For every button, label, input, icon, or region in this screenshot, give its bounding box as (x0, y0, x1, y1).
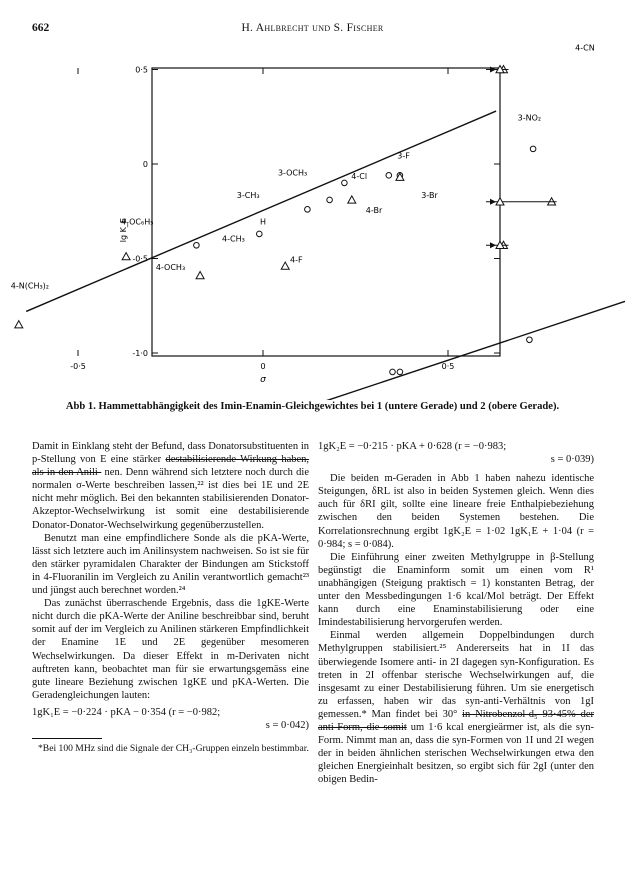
substituent-label: 3-F (397, 151, 410, 161)
left-p2: Benutzt man eine empfindlichere Sonde als die pKA-Werte, lässt sich letztere auch im Anilinsystem nachweisen. So ist sie für den stärker pyramidalen Charakter der Bindungen am Stickstoff in 4-Fluoranilin im Vergleich zu Anilin verantwortlich gemacht²³ und jüngst auch berechnet worden.²⁴ (32, 532, 309, 597)
circle-marker (305, 207, 311, 213)
equation-1 (32, 706, 309, 732)
plot-frame (152, 68, 500, 356)
y-tick-label: -1·0 (132, 349, 148, 358)
regression-line-1 (26, 111, 496, 311)
substituent-label: 4-F (290, 255, 303, 265)
circle-marker (194, 242, 200, 248)
x-tick-label: 0 (260, 362, 266, 371)
substituent-label: H (259, 217, 267, 227)
x-tick-label: -0·5 (70, 362, 86, 371)
hammett-plot (0, 0, 625, 400)
circle-marker (527, 337, 533, 343)
substituent-label: 4-CH₃ (222, 234, 245, 244)
x-tick-label: 0·5 (441, 362, 455, 371)
y-tick-label: 0·5 (135, 65, 148, 75)
left-p1: Damit in Einklang steht der Befund, dass Donatorsubstituenten in p-Stellung von E eine stärker (32, 441, 309, 466)
substituent-label: 3-OCH₃ (277, 168, 308, 178)
triangle-marker (196, 272, 204, 279)
arrow-head (490, 199, 496, 205)
running-title: H. Ahlbrecht und S. Fischer (241, 22, 384, 34)
y-tick-label: 0 (142, 160, 148, 169)
regression-lines (26, 111, 625, 400)
data-markers (15, 0, 557, 400)
right-p3-rest: um 1·6 kcal energieärmer ist, als die syn-Form. Nimmt man an, dass die syn-Formen von 1I und 2I wegen der in beiden ähnlichen sterischen Wechselwirkungen etwa den gleichen Energieinhalt besitzen, so ergibt sich für 2gI (unter den obigen Bedin- (318, 721, 594, 786)
substituent-label: 4-OC₆H₅ (120, 217, 154, 227)
left-p1-rest: nen. Denn während sich letztere noch durch die normalen σ-Werte beschreiben lassen,²² ist dies bei 1E und 2E nicht mehr möglich. Bei den bekannten stabilisierenden Donator-Akzeptor-Wechselwirkung ist somit eine destabilisierende Donator-Donator-Wechselwirkung gegenüberzustellen. (32, 467, 309, 531)
substituent-label: 4-OCH₃ (155, 262, 186, 272)
circle-marker (390, 369, 396, 375)
substituent-label: 4-Br (365, 206, 383, 216)
circle-marker (257, 231, 263, 237)
left-p1-strike: destabilisierende Wirkung haben, als in den Anili- (32, 454, 310, 479)
x-axis-label: σ (260, 375, 266, 385)
triangle-marker (348, 196, 356, 203)
regression-line-2 (26, 296, 625, 400)
footnote-rule (32, 738, 102, 739)
substituent-label: 4-CN (575, 43, 595, 53)
right-p1: Die beiden m-Geraden in Abb 1 haben nahezu identische Steigungen, δRL ist also in beiden Systemen gleich. Wenn dies auch für δRI gilt, sollte eine lineare freie Enthalpiebeziehung zwischen den beiden Systemen bestehen. Die Korrelationsrechnung ergibt 1gK₂E = 1·02 1gK₁E + 1·04 (r = 0·984; s = 0·084). (318, 473, 594, 550)
right-p3-strike: in Nitrobenzol-d₅ 93·45% der anti-Form, die somit (318, 708, 594, 733)
substituent-label: 4-Cl (351, 172, 368, 182)
arrow-head (490, 242, 496, 248)
right-p3: Einmal werden allgemein Doppelbindungen durch Methylgruppen stabilisiert.²⁵ Andererseits hat in 1I das überwiegende Isomere anti- in 2I dagegen syn-Konfiguration. Es treten in 2I offenbar sterische Wechselwirkungen auf, die insgesamt zu einer Destabilisierung führen. Um sie energetisch zu erfassen, haben wir das syn-anti-Verhältnis von 1gI gemessen.* Man findet bei 30° (318, 630, 594, 720)
substituent-label: 3-NO₂ (517, 113, 542, 123)
circle-marker (530, 146, 536, 152)
equation-1-main: 1gK₁E = −0·224 · pKA − 0·354 (r = −0·982; (32, 706, 221, 718)
y-axis-label: lg K_E (119, 218, 128, 243)
figure-caption: Abb 1. Hammettabhängigkeit des Imin-Enamin-Gleichgewichtes bei 1 (untere Gerade) und 2 (obere Gerade). (65, 401, 560, 412)
plot-axes (70, 0, 625, 400)
circle-marker (342, 180, 348, 186)
page-number: 662 (32, 22, 50, 34)
right-p2: Die Einführung einer zweiten Methylgruppe in β-Stellung begünstigt die Enaminform somit um einen vom R¹ unabhängigen (Steigung praktisch = 1) konstanten Betrag, der unter den Messbedingungen 1·6 kcal/Mol beträgt. Der Effekt kann durch eine Enaminstabilisierung oder eine Imindestabilisierung hervorgerufen werden. (318, 551, 594, 629)
triangle-marker (122, 253, 130, 260)
triangle-marker (281, 262, 289, 269)
triangle-marker (15, 321, 23, 328)
circle-marker (327, 197, 333, 203)
equation-2 (318, 440, 594, 466)
left-column (32, 440, 309, 755)
substituent-label: 3-Br (421, 191, 438, 201)
circle-marker (397, 369, 403, 375)
equation-2-s: s = 0·039) (550, 454, 594, 466)
y-tick-label: -0·5 (132, 254, 148, 264)
equation-1-s: s = 0·042) (265, 719, 309, 731)
footnote: *Bei 100 MHz sind die Signale der CH₃-Gruppen einzeln bestimmbar. (38, 743, 309, 755)
left-p3: Das zunächst überraschende Ergebnis, dass die 1gKE-Werte nicht durch die pKA-Werte der Aniline beschreibbar sind, beruht somit auf der im Vergleich zu Anilinen stärkeren Empfindlichkeit der Enamine 1E und 2E gegenüber mesomeren Wechselwirkungen. Da dieser Effekt in m-Derivaten nicht auftreten kann, beobachtet man für sie erwartungsgemäss eine gute lineare Beziehung zwischen 1gKE und pKA-Werten. Die Geradengleichungen lauten: (32, 598, 309, 701)
circle-marker (386, 173, 392, 179)
substituent-label: 3-CH₃ (236, 191, 260, 201)
equation-2-main: 1gK₂E = −0·215 · pKA + 0·628 (r = −0·983; (318, 441, 507, 452)
substituent-label: 4-N(CH₃)₂ (10, 281, 50, 291)
right-column (318, 440, 594, 786)
